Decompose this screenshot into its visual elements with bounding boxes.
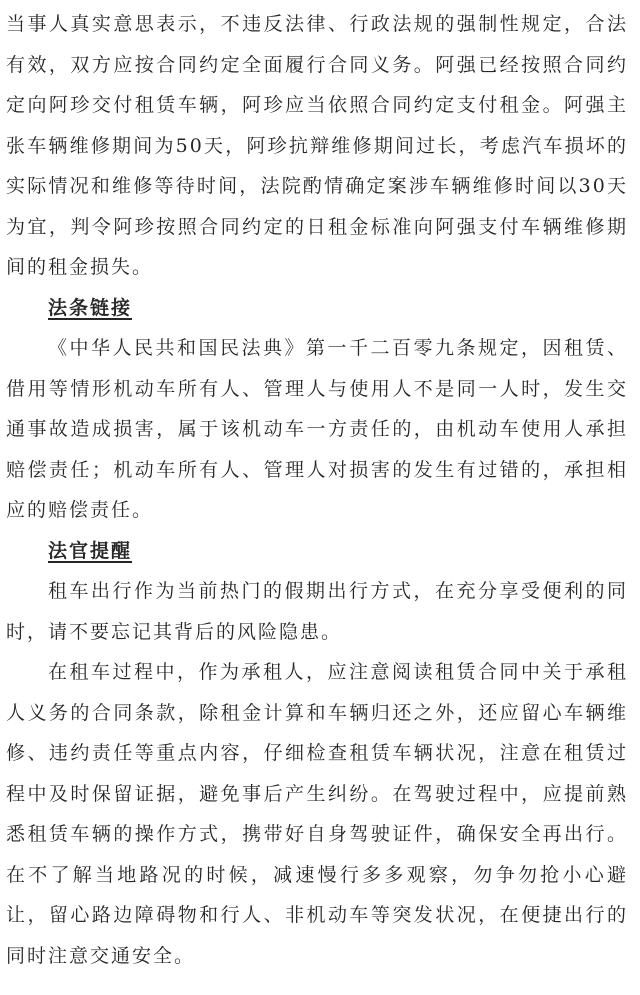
body-paragraph-civil-code: 《中华人民共和国民法典》第一千二百零九条规定，因租赁、借用等情形机动车所有人、管理人与使用人不是同一人时，发生交通事故造成损害，属于该机动车一方责任的，由机动车使用人承担赔偿责任；机动车所有人、管理人对损害的发生有过错的，承担相应的赔偿责任。 bbox=[6, 337, 628, 521]
body-paragraph-rental-risk: 租车出行作为当前热门的假期出行方式，在充分享受便利的同时，请不要忘记其背后的风险隐患。 bbox=[6, 580, 628, 643]
section-heading-judge-reminder bbox=[6, 531, 628, 572]
document-page bbox=[6, 4, 628, 976]
section-heading-judge-reminder-text: 法官提醒 bbox=[48, 539, 133, 562]
body-paragraph-rental-advice: 在租车过程中，作为承租人，应注意阅读租赁合同中关于承租人义务的合同条款，除租金计算和车辆归还之外，还应留心车辆维修、违约责任等重点内容，仔细检查租赁车辆状况，注意在租赁过程中及时保留证据，避免事后产生纠纷。在驾驶过程中，应提前熟悉租赁车辆的操作方式，携带好自身驾驶证件，确保安全再出行。在不了解当地路况的时候，减速慢行多多观察，勿争勿抢小心避让，留心路边障碍物和行人、非机动车等突发状况，在便捷出行的同时注意交通安全。 bbox=[6, 661, 628, 967]
section-heading-law-link bbox=[6, 288, 628, 329]
body-paragraph-judgment: 当事人真实意思表示，不违反法律、行政法规的强制性规定，合法有效，双方应按合同约定全面履行合同义务。阿强已经按照合同约定向阿珍交付租赁车辆，阿珍应当依照合同约定支付租金。阿强主张车辆维修期间为50天，阿珍抗辩维修期间过长，考虑汽车损坏的实际情况和维修等待时间，法院酌情确定案涉车辆维修时间以30天为宜，判令阿珍按照合同约定的日租金标准向阿强支付车辆维修期间的租金损失。 bbox=[6, 13, 628, 278]
section-heading-law-link-text: 法条链接 bbox=[48, 296, 133, 319]
